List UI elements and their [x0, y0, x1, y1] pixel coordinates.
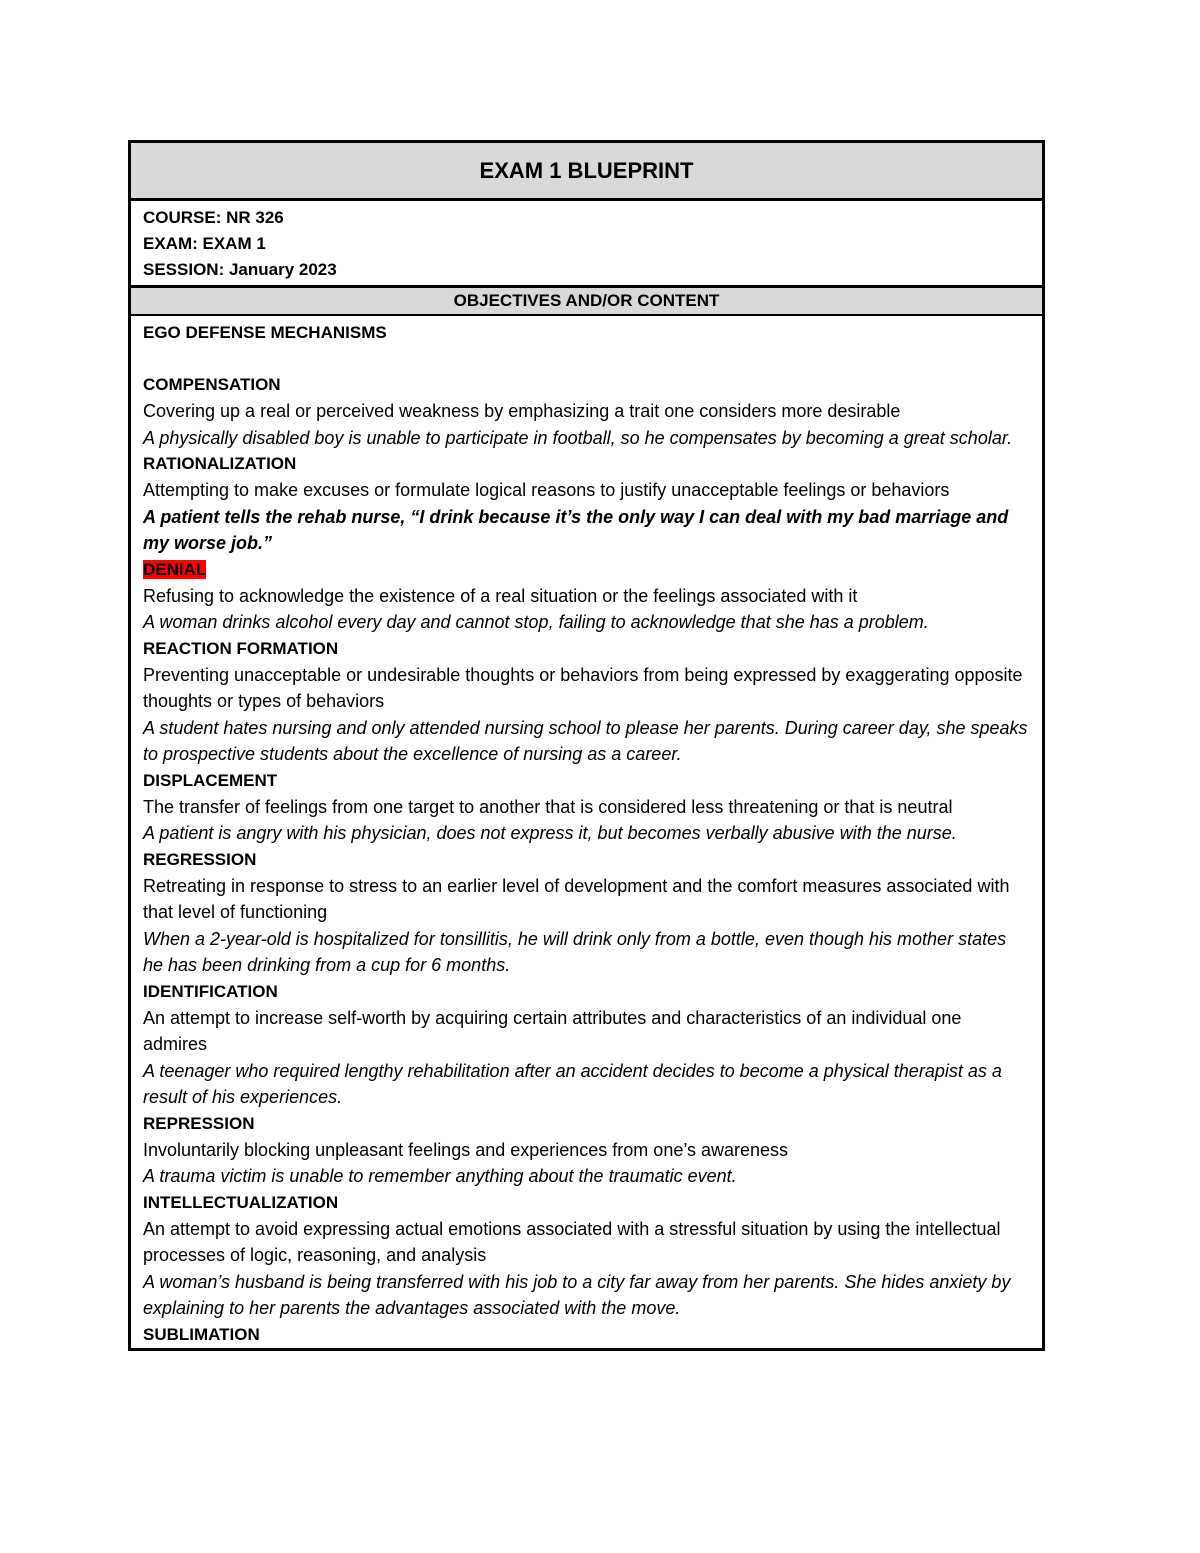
- blank-line: [143, 346, 1030, 372]
- mechanism-definition: Attempting to make excuses or formulate logical reasons to justify unacceptable feelings or behaviors: [143, 480, 950, 500]
- mechanism-example: When a 2-year-old is hospitalized for tonsillitis, he will drink only from a bottle, even though his mother states he has been drinking from a cup for 6 months.: [143, 928, 1007, 975]
- mechanism-name: REPRESSION: [143, 1113, 255, 1133]
- mechanism-definition: Refusing to acknowledge the existence of a real situation or the feelings associated with it: [143, 585, 858, 606]
- mechanism-name-highlighted: [143, 557, 1030, 583]
- mechanism-example: A woman’s husband is being transferred with his job to a city far away from her parents. She hides anxiety by explaining to her parents the advantages associated with the move.: [143, 1271, 1011, 1318]
- mechanism-identification: [143, 979, 1030, 1111]
- mechanism-intellectualization: [143, 1190, 1030, 1322]
- objectives-heading: OBJECTIVES AND/OR CONTENT: [131, 288, 1042, 316]
- mechanism-name: INTELLECTUALIZATION: [143, 1192, 339, 1212]
- mechanism-example: A physically disabled boy is unable to participate in football, so he compensates by becoming a great scholar.: [143, 427, 1013, 448]
- mechanism-definition: Involuntarily blocking unpleasant feelings and experiences from one’s awareness: [143, 1139, 789, 1160]
- mechanism-name: RATIONALIZATION: [143, 454, 297, 473]
- mechanism-name: IDENTIFICATION: [143, 981, 278, 1001]
- course-label: COURSE: NR 326: [143, 208, 284, 227]
- mechanism-name: DISPLACEMENT: [143, 770, 278, 790]
- highlighted-text: DENIAL: [143, 559, 207, 579]
- mechanism-displacement: [143, 768, 1030, 847]
- exam-info: [131, 201, 1042, 288]
- mechanism-reaction-formation: [143, 636, 1030, 768]
- mechanism-example: A teenager who required lengthy rehabilitation after an accident decides to become a physical therapist as a result of his experiences.: [143, 1060, 1002, 1107]
- mechanism-definition: An attempt to increase self-worth by acquiring certain attributes and characteristics of an individual one admires: [143, 1007, 962, 1054]
- mechanism-name: REGRESSION: [143, 849, 257, 869]
- mechanism-name: COMPENSATION: [143, 375, 281, 394]
- exam-label: EXAM: EXAM 1: [143, 234, 266, 253]
- mechanism-repression: [143, 1111, 1030, 1190]
- mechanism-definition: The transfer of feelings from one target to another that is considered less threatening or that is neutral: [143, 796, 953, 817]
- content-cell: [131, 316, 1042, 1351]
- document-title: EXAM 1 BLUEPRINT: [131, 143, 1042, 201]
- mechanism-example: A trauma victim is unable to remember anything about the traumatic event.: [143, 1166, 737, 1186]
- mechanism-definition: Preventing unacceptable or undesirable thoughts or behaviors from being expressed by exaggerating opposite thoughts or types of behaviors: [143, 664, 1023, 711]
- mechanism-example: A student hates nursing and only attended nursing school to please her parents. During career day, she speaks to prospective students about the excellence of nursing as a career.: [143, 717, 1028, 764]
- section-title: EGO DEFENSE MECHANISMS: [143, 323, 387, 342]
- mechanism-name: REACTION FORMATION: [143, 638, 339, 658]
- mechanism-compensation: [143, 372, 1030, 451]
- mechanism-sublimation: [143, 1322, 1030, 1348]
- session-label: SESSION: January 2023: [143, 260, 337, 279]
- mechanism-denial: [143, 557, 1030, 636]
- mechanism-rationalization: [143, 451, 1030, 557]
- blueprint-table: [128, 140, 1045, 1351]
- mechanism-name: SUBLIMATION: [143, 1324, 260, 1344]
- mechanism-definition: An attempt to avoid expressing actual emotions associated with a stressful situation by using the intellectual processes of logic, reasoning, and analysis: [143, 1218, 1001, 1265]
- mechanism-regression: [143, 847, 1030, 979]
- mechanism-example: A patient tells the rehab nurse, “I drink because it’s the only way I can deal with my bad marriage and my worse job.”: [143, 506, 1009, 553]
- mechanism-example: A patient is angry with his physician, does not express it, but becomes verbally abusive with the nurse.: [143, 823, 957, 843]
- mechanism-definition: Retreating in response to stress to an earlier level of development and the comfort measures associated with that level of functioning: [143, 875, 1010, 922]
- mechanism-definition: Covering up a real or perceived weakness by emphasizing a trait one considers more desirable: [143, 401, 901, 421]
- mechanism-example: A woman drinks alcohol every day and cannot stop, failing to acknowledge that she has a problem.: [143, 612, 929, 632]
